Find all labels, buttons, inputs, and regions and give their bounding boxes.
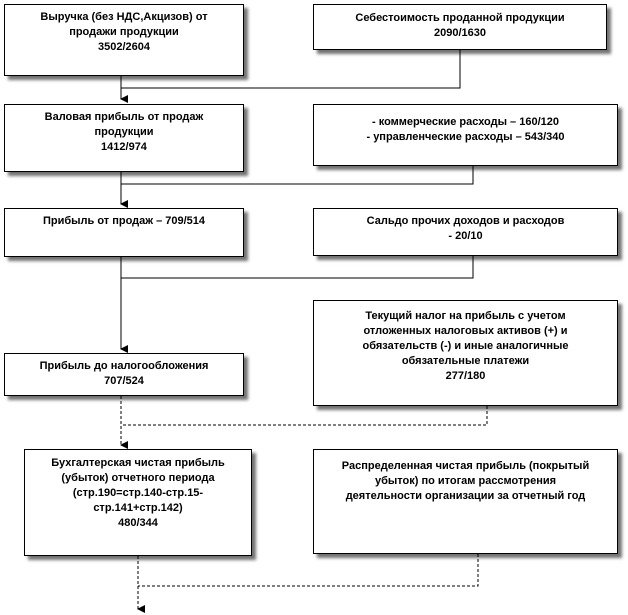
tax-line-2: отложенных налоговых активов (+) и	[363, 325, 568, 337]
net-profit-line-3: (стр.190=стр.140-стр.15-	[72, 487, 204, 499]
cost-box	[313, 4, 607, 50]
tax-line-1: Текущий налог на прибыль с учетом	[365, 310, 566, 322]
net-profit-line-2: (убыток) отчетного периода	[61, 472, 215, 484]
cost-line-2: 2090/1630	[434, 27, 486, 39]
distributed-profit-box	[313, 449, 618, 554]
distributed-profit-line-2: убыток) по итогам рассмотрения	[374, 475, 557, 487]
net-profit-box	[24, 449, 252, 556]
gross-profit-line-1: Валовая прибыль от продаж	[44, 111, 204, 123]
distributed-profit-line-1: Распределенная чистая прибыль (покрытый	[341, 460, 590, 472]
net-profit-line-1: Бухгалтерская чистая прибыль	[51, 457, 225, 469]
expenses-line-1: - коммерческие расходы – 160/120	[371, 116, 559, 128]
pretax-profit-line-1: Прибыль до налогообложения	[39, 360, 209, 372]
connector-other-merge	[121, 256, 473, 278]
tax-line-4: обязательные платежи	[401, 355, 530, 367]
other-balance-box	[313, 208, 618, 256]
sales-profit-line-1: Прибыль от продаж – 709/514	[42, 215, 206, 227]
revenue-line-3: 3502/2604	[98, 41, 150, 53]
expenses-box	[313, 104, 618, 166]
net-profit-line-4: стр.141+стр.142)	[93, 502, 183, 514]
cost-line-1: Себестоимость проданной продукции	[355, 12, 565, 24]
connector-tax-merge	[121, 406, 487, 425]
pretax-profit-line-2: 707/524	[104, 375, 144, 387]
net-profit-line-5: 480/344	[118, 517, 158, 529]
tax-line-5: 277/180	[445, 370, 486, 382]
gross-profit-box	[4, 104, 244, 172]
distributed-profit-line-3: деятельности организации за отчетный год	[345, 490, 586, 502]
tax-line-3: обязательств (-) и иные аналогичные	[362, 340, 569, 352]
expenses-line-2: - управленческие расходы – 543/340	[366, 131, 565, 143]
connector-distributed-merge	[138, 554, 478, 586]
sales-profit-box	[4, 208, 244, 257]
revenue-line-2: продажи продукции	[69, 26, 179, 38]
tax-box	[313, 300, 618, 406]
gross-profit-line-3: 1412/974	[101, 141, 147, 153]
gross-profit-line-2: продукции	[94, 126, 154, 138]
revenue-line-1: Выручка (без НДС,Акцизов) от	[40, 11, 208, 23]
other-balance-line-1: Сальдо прочих доходов и расходов	[366, 215, 565, 227]
other-balance-line-2: - 20/10	[448, 230, 483, 242]
revenue-box	[4, 4, 244, 76]
pretax-profit-box	[4, 353, 244, 396]
